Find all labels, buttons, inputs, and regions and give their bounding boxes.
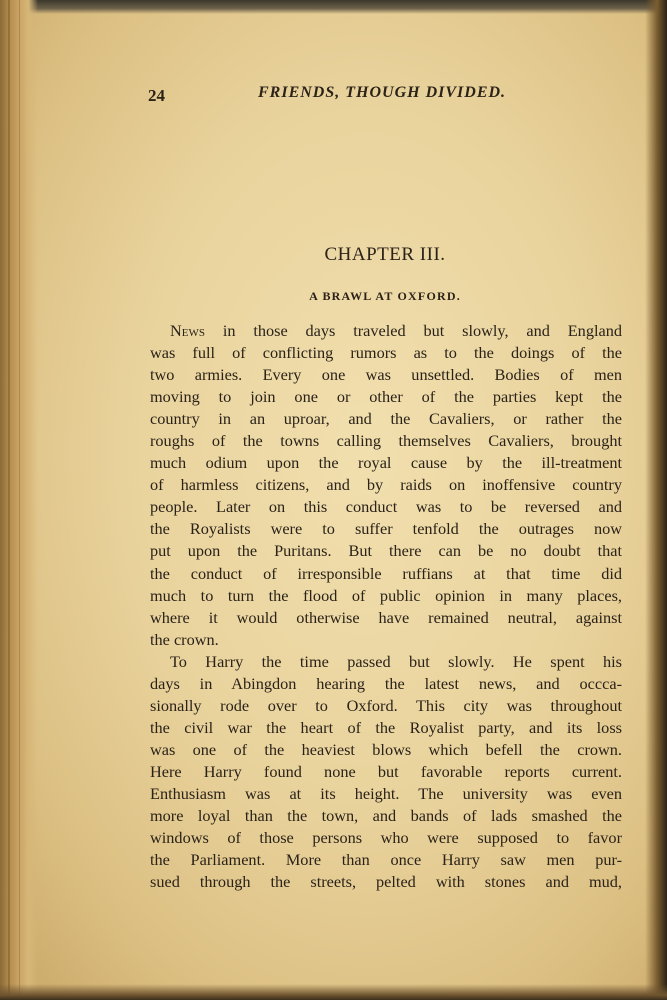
text-line: more loyal than the town, and bands of lads smashed the xyxy=(150,806,622,826)
text-line: the crown. xyxy=(150,629,219,649)
text-line: sued through the streets, pelted with stones and mud, xyxy=(150,872,622,892)
page-gutter xyxy=(0,0,38,1000)
text-line: much to turn the flood of public opinion in many places, xyxy=(150,585,622,605)
page-header xyxy=(148,84,618,108)
text-line: Here Harry found none but favorable reports current. xyxy=(150,761,622,781)
chapter-subtitle: A BRAWL AT OXFORD. xyxy=(309,289,461,303)
text-line: windows of those persons who were supposed to favor xyxy=(150,828,622,848)
text-line: the Parliament. More than once Harry saw men pur- xyxy=(150,850,622,870)
text-line: was full of conflicting rumors as to the doings of the xyxy=(150,343,622,363)
text-line: days in Abingdon hearing the latest news, and occca- xyxy=(150,673,622,693)
text-line: people. Later on this conduct was to be reversed and xyxy=(150,497,622,517)
text-line: two armies. Every one was unsettled. Bodies of men xyxy=(150,365,622,385)
text-line: country in an uproar, and the Cavaliers, or rather the xyxy=(150,409,622,429)
drop-lead-word: News xyxy=(170,321,205,340)
running-title: FRIENDS, THOUGH DIVIDED. xyxy=(258,84,507,101)
text-line: the conduct of irresponsible ruffians at that time did xyxy=(150,563,622,583)
text-line: the civil war the heart of the Royalist party, and its loss xyxy=(150,717,622,737)
page-top-shadow xyxy=(0,0,667,14)
text-line: the Royalists were to suffer tenfold the outrages now xyxy=(150,519,622,539)
text-line: Enthusiasm was at its height. The university was even xyxy=(150,783,622,803)
body-text xyxy=(150,320,622,893)
text-line: where it would otherwise have remained neutral, against xyxy=(150,607,622,627)
page-number: 24 xyxy=(148,86,165,105)
text-line: of harmless citizens, and by raids on inoffensive country xyxy=(150,475,622,495)
text-line: sionally rode over to Oxford. This city was throughout xyxy=(150,695,622,715)
chapter-title: CHAPTER III. xyxy=(324,244,446,265)
text-line: roughs of the towns calling themselves Cavaliers, brought xyxy=(150,431,622,451)
text-line: was one of the heaviest blows which befell the crown. xyxy=(150,739,622,759)
page-bottom-edge xyxy=(0,984,667,1000)
text-line: put upon the Puritans. But there can be no doubt that xyxy=(150,541,622,561)
text-line: much odium upon the royal cause by the ill-treatment xyxy=(150,453,622,473)
text-line: To Harry the time passed but slowly. He spent his xyxy=(170,651,622,671)
text-line: News in those days traveled but slowly, and England xyxy=(170,321,622,340)
text-line: moving to join one or other of the parties kept the xyxy=(150,387,622,407)
page-right-edge xyxy=(645,0,667,1000)
